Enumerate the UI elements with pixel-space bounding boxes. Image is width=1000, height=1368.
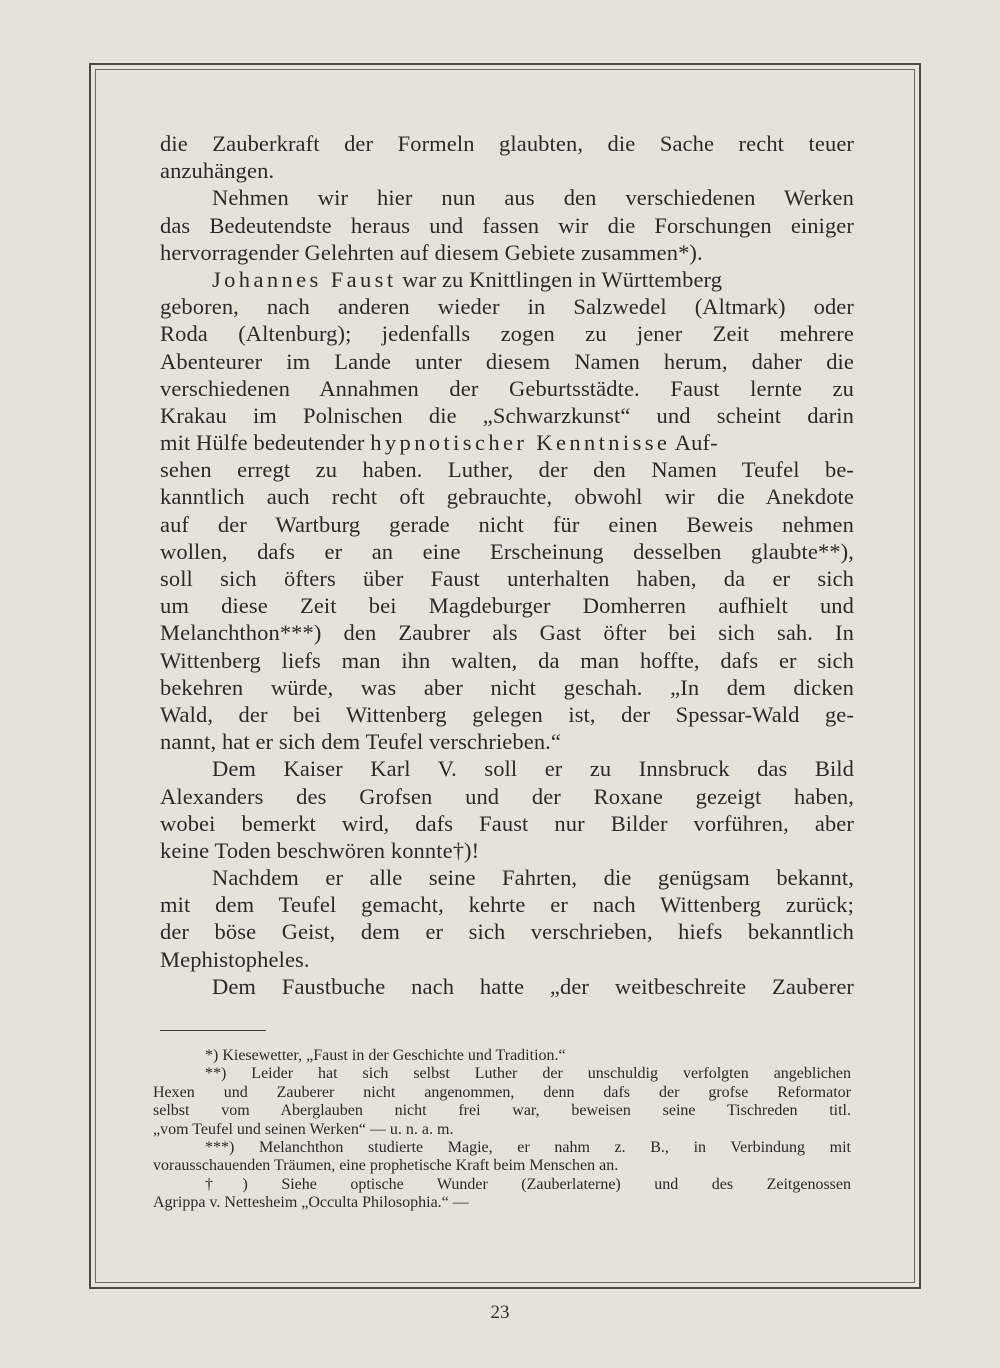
text-line: Wald, der bei Wittenberg gelegen ist, der Spessar-Wald ge- — [160, 701, 854, 727]
text-line — [160, 429, 854, 456]
text-line: die Zauberkraft der Formeln glaubten, die Sache recht teuer — [160, 131, 854, 156]
text-segment: war zu Knittlingen in Württemberg — [396, 266, 723, 292]
text-line: geboren, nach anderen wieder in Salzwedel (Altmark) oder — [160, 294, 854, 320]
text-line: der böse Geist, dem er sich verschrieben, hiefs bekanntlich — [160, 919, 854, 945]
footnote-separator — [160, 1030, 266, 1031]
footnotes — [153, 1047, 851, 1213]
footnote-line: Agrippa v. Nettesheim „Occulta Philosophia.“ — — [153, 1194, 469, 1212]
text-line: Wittenberg liefs man ihn walten, da man hoffte, dafs er sich — [160, 647, 854, 673]
footnote-line: „vom Teufel und seinen Werken“ — u. n. a. m. — [153, 1120, 454, 1138]
page-number: 23 — [490, 1302, 510, 1323]
text-line: soll sich öfters über Faust unterhalten haben, da er sich — [160, 566, 854, 591]
footnote-line: selbst vom Aberglauben nicht frei war, beweisen seine Tischreden titl. — [153, 1102, 851, 1120]
text-segment: Auf- — [670, 430, 718, 456]
text-line: hervorragender Gelehrten auf diesem Gebiete zusammen*). — [160, 239, 703, 265]
text-line: sehen erregt zu haben. Luther, der den Namen Teufel be- — [160, 457, 854, 483]
text-line: um diese Zeit bei Magdeburger Domherren aufhielt und — [160, 593, 854, 619]
text-line: anzuhängen. — [160, 158, 275, 184]
spaced-name: Johannes Faust — [212, 266, 397, 292]
text-line: Dem Kaiser Karl V. soll er zu Innsbruck das Bild — [212, 756, 854, 782]
footnote-line: ***) Melanchthon studierte Magie, er nahm z. B., in Verbindung mit — [205, 1138, 851, 1156]
footnote-line: vorausschauenden Träumen, eine prophetische Kraft beim Menschen an. — [153, 1157, 619, 1175]
footnote-line: Hexen und Zauberer nicht angenommen, denn dafs der grofse Reformator — [153, 1083, 851, 1101]
text-line: Mephistopheles. — [160, 946, 310, 972]
text-line: wollen, dafs er an eine Erscheinung desselben glaubte**), — [160, 538, 854, 564]
text-line: Melanchthon***) den Zaubrer als Gast öfter bei sich sah. In — [160, 620, 854, 646]
text-line: Abenteurer im Lande unter diesem Namen herum, daher die — [160, 348, 854, 374]
footnote-line: †) Siehe optische Wunder (Zauberlaterne) und des Zeitgenossen — [205, 1175, 851, 1193]
text-line: mit dem Teufel gemacht, kehrte er nach Wittenberg zurück; — [160, 892, 854, 918]
text-line: wobei bemerkt wird, dafs Faust nur Bilder vorführen, aber — [160, 810, 854, 836]
text-line: Dem Faustbuche nach hatte „der weitbeschreite Zauberer — [212, 973, 854, 999]
text-line: Nachdem er alle seine Fahrten, die genügsam bekannt, — [212, 865, 854, 891]
text-line: Nehmen wir hier nun aus den verschiedenen Werken — [212, 185, 854, 211]
text-line: Roda (Altenburg); jedenfalls zogen zu jener Zeit mehrere — [160, 321, 854, 347]
text-line: Alexanders des Grofsen und der Roxane gezeigt haben, — [160, 783, 854, 809]
footnote-line: *) Kiesewetter, „Faust in der Geschichte und Tradition.“ — [205, 1047, 566, 1064]
spaced-phrase: hypnotischer Kenntnisse — [370, 430, 671, 456]
text-line: nannt, hat er sich dem Teufel verschrieben.“ — [160, 729, 561, 755]
text-segment: mit Hülfe bedeutender — [160, 430, 371, 456]
text-line: das Bedeutendste heraus und fassen wir die Forschungen einiger — [160, 212, 854, 238]
text-line: Krakau im Polnischen die „Schwarzkunst“ und scheint darin — [160, 402, 854, 428]
text-line: kanntlich auch recht oft gebrauchte, obwohl wir die Anekdote — [160, 484, 854, 510]
text-line: verschiedenen Annahmen der Geburtsstädte. Faust lernte zu — [160, 375, 854, 401]
text-line: auf der Wartburg gerade nicht für einen Beweis nehmen — [160, 511, 854, 537]
footnote-line: **) Leider hat sich selbst Luther der unschuldig verfolgten angeblichen — [205, 1065, 851, 1083]
text-line — [160, 266, 854, 293]
body-text — [160, 130, 854, 1000]
text-line: bekehren würde, was aber nicht geschah. „In dem dicken — [160, 674, 854, 700]
text-line: keine Toden beschwören konnte†)! — [160, 837, 480, 863]
